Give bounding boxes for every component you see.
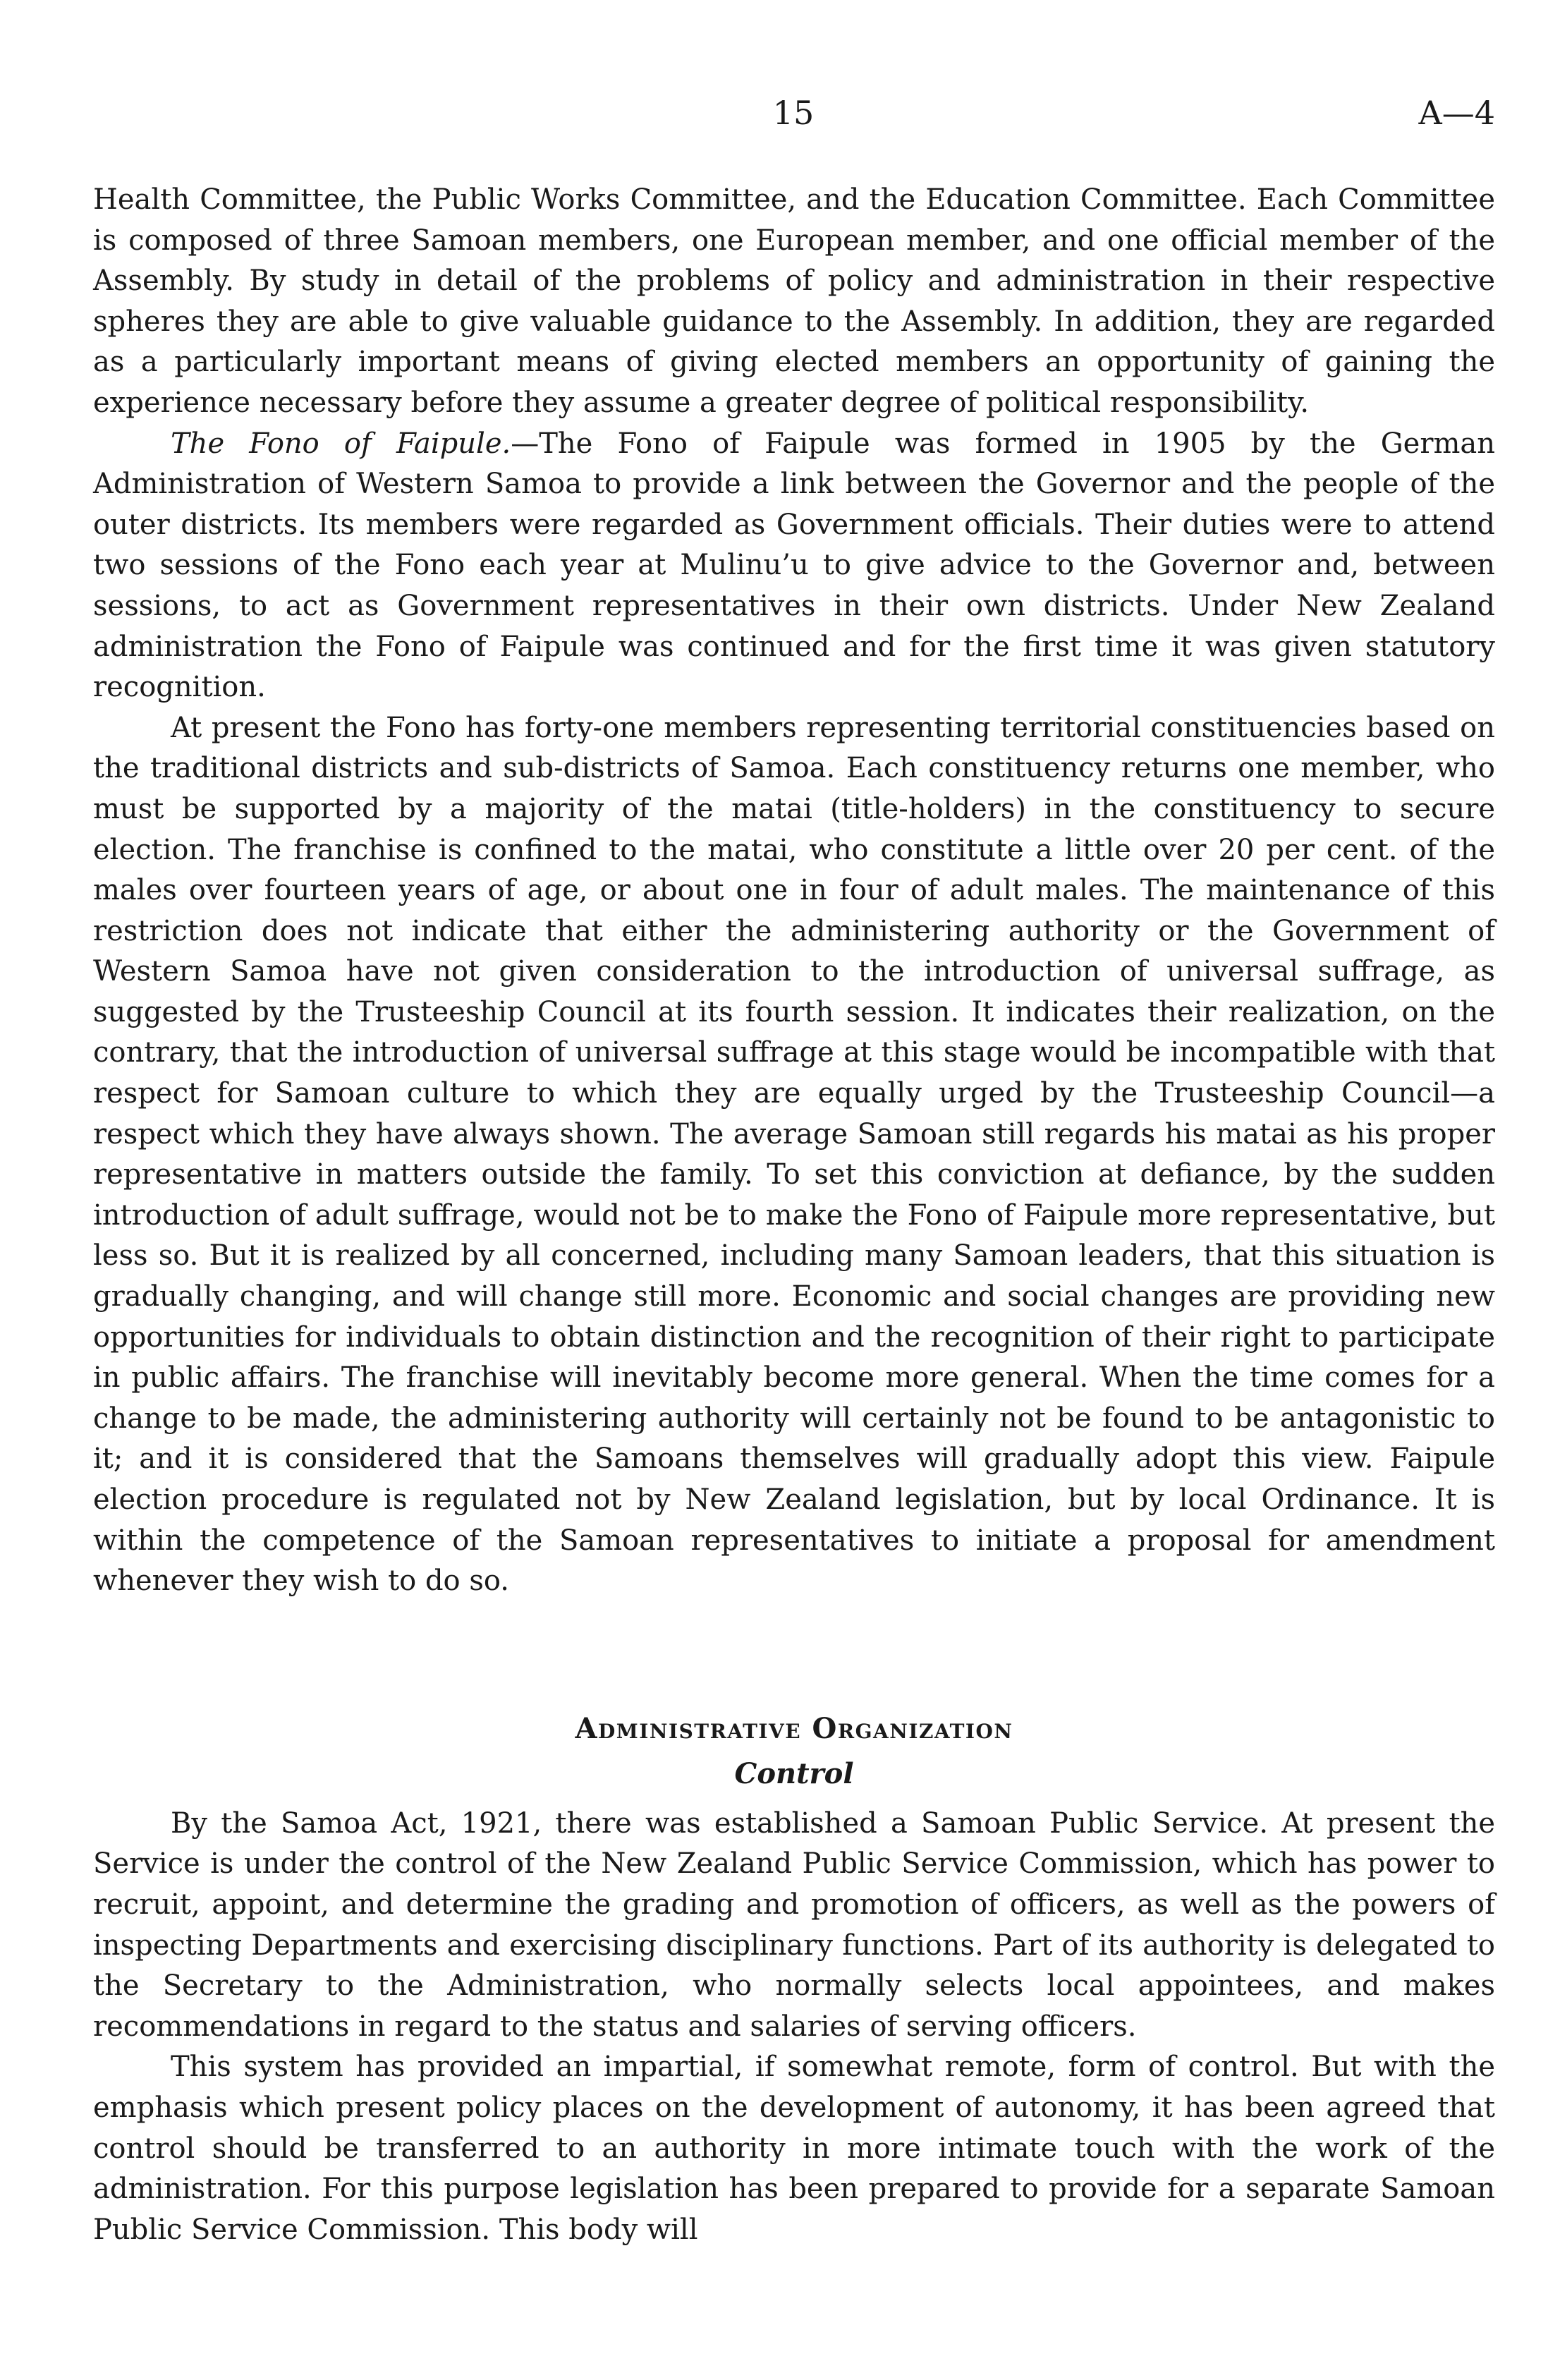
page-number: 15	[772, 94, 815, 132]
paragraph-fono-of-faipule	[93, 424, 1495, 708]
paragraph-franchise: At present the Fono has forty-one members representing territorial constituencies based on the traditional districts and sub-districts of Samoa. Each constituency returns one member, who must be supported by a majority of the matai (title-holders) in the constituency to secure election. The franchise is confined to the matai, who constitute a little over 20 per cent. of the males over fourteen years of age, or about one in four of adult males. The maintenance of this restriction does not indicate that either the administering authority or the Government of Western Samoa have not given consideration to the introduction of universal suffrage, as suggested by the Trusteeship Council at its fourth session. It indicates their realization, on the contrary, that the introduction of universal suffrage at this stage would be incompatible with that respect for Samoan culture to which they are equally urged by the Trusteeship Council—a respect which they have always shown. The average Samoan still regards his matai as his proper representative in matters outside the family. To set this conviction at defiance, by the sudden introduction of adult suffrage, would not be to make the Fono of Faipule more representative, but less so. But it is realized by all concerned, including many Samoan leaders, that this situation is gradually changing, and will change still more. Economic and social changes are providing new opportunities for individuals to obtain distinction and the recognition of their right to participate in public affairs. The franchise will inevitably become more general. When the time comes for a change to be made, the administering authority will certainly not be found to be antagonistic to it; and it is considered that the Samoans themselves will gradually adopt this view. Faipule election procedure is regulated not by New Zealand legislation, but by local Ordinance. It is within the competence of the Samoan representatives to initiate a proposal for amendment whenever they wish to do so.	[93, 711, 1495, 1598]
paragraph-public-service: By the Samoa Act, 1921, there was established a Samoan Public Service. At present the Service is under the control of the New Zealand Public Service Commission, which has power to recruit, appoint, and determine the grading and promotion of officers, as well as the powers of inspecting Departments and exercising disciplinary functions. Part of its authority is delegated to the Secretary to the Administration, who normally selects local appointees, and makes recommendations in regard to the status and salaries of serving officers.	[93, 1807, 1495, 2043]
body-text	[93, 180, 1495, 2250]
section-heading: Administrative Organization	[575, 1711, 1013, 1745]
paragraph-text: —The Fono of Faipule was formed in 1905 by the German Administration of Western Samoa to provide a link between the Governor and the people of the outer districts. Its members were regarded as Government officials. Their duties were to attend two sessions of the Fono each year at Mulinu’u to give advice to the Governor and, between sessions, to act as Government representatives in their own districts. Under New Zealand administration the Fono of Faipule was continued and for the first time it was given statutory recognition.	[93, 427, 1495, 704]
subsection-heading: Control	[734, 1756, 854, 1790]
running-header	[92, 92, 1495, 134]
document-reference: A—4	[1418, 94, 1495, 132]
paragraph-committees: Health Committee, the Public Works Committee, and the Education Committee. Each Committee is composed of three Samoan members, one European member, and one official member of the Assembly. By study in detail of the problems of policy and administration in their respective spheres they are able to give valuable guidance to the Assembly. In addition, they are regarded as a particularly important means of giving elected members an opportunity of gaining the experience necessary before they assume a greater degree of political responsibility.	[93, 183, 1495, 419]
paragraph-lead-in: The Fono of Faipule.	[171, 427, 511, 460]
paragraph-control-system: This system has provided an impartial, if somewhat remote, form of control. But with the emphasis which present policy places on the development of autonomy, it has been agreed that control should be transferred to an authority in more intimate touch with the work of the administration. For this purpose legislation has been prepared to provide for a separate Samoan Public Service Commission. This body will	[93, 2051, 1495, 2246]
